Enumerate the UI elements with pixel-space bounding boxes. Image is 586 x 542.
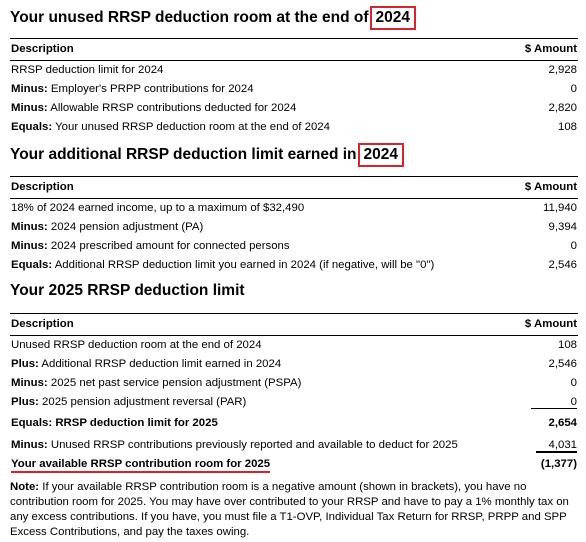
table-header <box>10 38 578 61</box>
note-text: If your available RRSP contribution room is a negative amount (shown in brackets), you have no contribution room for 2025. You may have over contributed to your RRSP and have to pay a 1% monthly tax on any excess contributions. If you have, you must file a T1-OVP, Individual Tax Return for RRSP, PRPP and SPP Excess Contributions, and pay the taxes owing. <box>10 481 569 538</box>
table-row <box>10 256 578 275</box>
row-amount: 0 <box>570 240 577 252</box>
row-amount: 0 <box>570 83 577 95</box>
table-row <box>10 374 578 393</box>
row-label: Plus: Additional RRSP deduction limit earned in 2024 <box>11 358 282 370</box>
table-header <box>10 176 578 199</box>
header-description: Description <box>11 318 74 330</box>
unused-room-table <box>10 38 578 137</box>
header-description: Description <box>11 181 74 193</box>
row-label: Equals: RRSP deduction limit for 2025 <box>11 417 218 429</box>
table-row <box>10 355 578 374</box>
row-amount: 108 <box>557 121 577 133</box>
table-row-total <box>10 412 578 435</box>
highlighted-year: 2024 <box>358 143 404 167</box>
highlighted-result: Your available RRSP contribution room for 2025 <box>11 458 270 473</box>
row-label: Minus: 2025 net past service pension adjustment (PSPA) <box>11 377 302 389</box>
note-label: Note: <box>10 481 40 493</box>
table-header <box>10 313 578 336</box>
table-row <box>10 237 578 256</box>
additional-limit-table <box>10 176 578 275</box>
header-amount: $ Amount <box>524 318 577 330</box>
section-title-deduction-limit: Your 2025 RRSP deduction limit <box>10 282 245 299</box>
row-amount: 2,546 <box>548 358 577 370</box>
section-title-additional-limit: Your additional RRSP deduction limit earned in 2024 <box>10 143 404 167</box>
row-amount: 108 <box>557 339 577 351</box>
highlighted-year: 2024 <box>370 6 416 30</box>
table-row <box>10 336 578 355</box>
table-row <box>10 61 578 80</box>
row-label: Minus: Unused RRSP contributions previously reported and available to deduct for 2025 <box>11 439 458 451</box>
row-amount: 0 <box>570 377 577 389</box>
header-amount: $ Amount <box>524 181 577 193</box>
row-label: Minus: 2024 pension adjustment (PA) <box>11 221 204 233</box>
row-label <box>11 458 270 470</box>
table-row <box>10 393 578 412</box>
row-amount: 9,394 <box>548 221 577 233</box>
table-row <box>10 435 578 456</box>
row-amount-result: (1,377) <box>540 458 577 470</box>
row-label: Minus: Employer's PRPP contributions for 2024 <box>11 83 254 95</box>
row-label: Minus: 2024 prescribed amount for connected persons <box>11 240 290 252</box>
row-amount: 11,940 <box>543 202 577 214</box>
row-amount: 2,820 <box>548 102 577 114</box>
row-label: Equals: Your unused RRSP deduction room at the end of 2024 <box>11 121 330 133</box>
row-label: Unused RRSP deduction room at the end of 2024 <box>11 339 262 351</box>
row-label: 18% of 2024 earned income, up to a maximum of $32,490 <box>11 202 305 214</box>
table-row <box>10 80 578 99</box>
row-amount: 4,031 <box>536 439 577 453</box>
header-description: Description <box>11 43 74 55</box>
row-amount: 0 <box>531 396 577 409</box>
table-row <box>10 118 578 137</box>
note-paragraph <box>10 480 580 540</box>
section-title-unused-room: Your unused RRSP deduction room at the end of 2024 <box>10 6 416 30</box>
row-label: RRSP deduction limit for 2024 <box>11 64 164 76</box>
table-row <box>10 199 578 218</box>
header-amount: $ Amount <box>524 43 577 55</box>
table-row <box>10 218 578 237</box>
row-label: Equals: Additional RRSP deduction limit you earned in 2024 (if negative, will be "0") <box>11 259 435 271</box>
row-label: Plus: 2025 pension adjustment reversal (PAR) <box>11 396 247 408</box>
row-amount: 2,928 <box>548 64 577 76</box>
table-row-result <box>10 456 578 475</box>
row-label: Minus: Allowable RRSP contributions deducted for 2024 <box>11 102 297 114</box>
row-amount: 2,654 <box>548 417 577 429</box>
deduction-limit-table <box>10 313 578 475</box>
row-amount: 2,546 <box>548 259 577 271</box>
table-row <box>10 99 578 118</box>
